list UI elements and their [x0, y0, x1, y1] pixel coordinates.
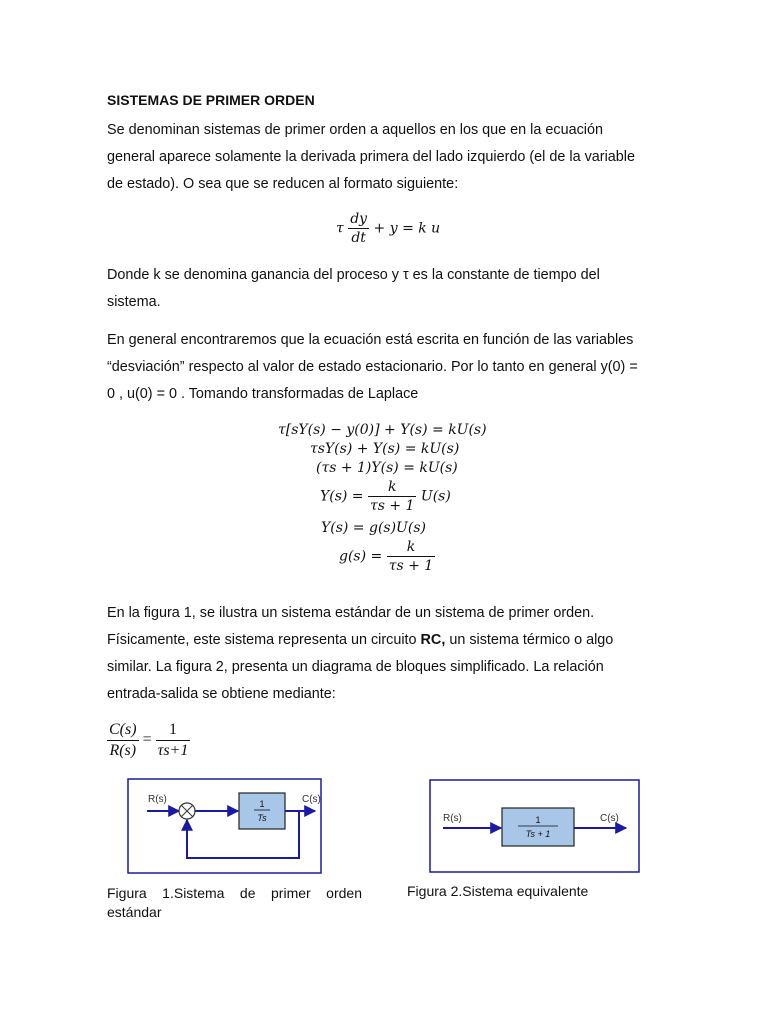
figure-1-input-label: R(s) [148, 794, 167, 805]
gain-paragraph [107, 262, 662, 316]
laplace-eq-4 [320, 480, 451, 513]
laplace-eq-4-lhs: Y(s) = [320, 488, 364, 505]
laplace-eq-3: (τs + 1)Y(s) = kU(s) [316, 460, 458, 476]
laplace-eq-4-rhs: U(s) [420, 488, 451, 505]
figure-paragraph [107, 600, 662, 708]
laplace-line-3: 0 , u(0) = 0 . Tomando transformadas de Laplace [107, 386, 419, 402]
figure-2-block [502, 808, 574, 846]
tf-right-fraction [156, 722, 191, 759]
tf-left-den: R(s) [109, 742, 137, 759]
laplace-eq-1: τ[sY(s) − y(0)] + Y(s) = kU(s) [278, 422, 487, 438]
figure-1-caption [107, 884, 362, 922]
intro-line-2: general aparece solamente la derivada primera del lado izquierdo (el de la variable [107, 149, 635, 165]
laplace-line-1: En general encontraremos que la ecuación está escrita en función de las variables [107, 332, 634, 348]
gain-line-2: sistema. [107, 294, 161, 310]
first-order-equation [336, 212, 440, 245]
figure-2-block-den: Ts + 1 [525, 829, 551, 839]
rc-highlight: RC, [420, 632, 446, 648]
figure-1-block-num: 1 [259, 799, 265, 809]
eq1-fraction [348, 212, 369, 245]
eq1-denominator: dt [351, 230, 366, 246]
tf-right-num: 1 [156, 722, 191, 741]
figure-line-4: entrada-salida se obtiene mediante: [107, 686, 336, 702]
page-title: SISTEMAS DE PRIMER ORDEN [107, 92, 315, 108]
laplace-eq-6 [339, 540, 435, 573]
figure-1-caption-line-1: Figura 1.Sistema de primer orden [107, 885, 362, 901]
figure-1-output-label: C(s) [302, 794, 321, 805]
transfer-function [107, 722, 190, 759]
eq1-tau: τ [336, 220, 344, 237]
laplace-eq-4-fraction [368, 480, 416, 513]
laplace-derivation [250, 422, 520, 582]
eq1-rest: + y = k u [373, 220, 441, 237]
figure-2-diagram [429, 779, 640, 873]
tf-right-den: τs+1 [157, 742, 189, 759]
intro-line-3: de estado). O sea que se reducen al formato siguiente: [107, 176, 459, 192]
laplace-eq-6-num: k [387, 540, 435, 557]
laplace-line-2: “desviación” respecto al valor de estado estacionario. Por lo tanto en general y(0) = [107, 359, 638, 375]
figure-2-block-num: 1 [535, 815, 541, 825]
laplace-eq-6-lhs: g(s) = [339, 548, 383, 565]
figure-line-2 [107, 627, 662, 654]
laplace-eq-2: τsY(s) + Y(s) = kU(s) [310, 441, 460, 457]
figure-1-block-den: Ts [257, 813, 267, 823]
figure-2-input-label: R(s) [443, 813, 462, 824]
intro-paragraph [107, 117, 662, 198]
figure-line-3: similar. La figura 2, presenta un diagrama de bloques simplificado. La relación [107, 659, 604, 675]
figure-1-diagram [127, 778, 322, 874]
eq1-numerator: dy [350, 211, 368, 227]
figure-2-caption: Figura 2.Sistema equivalente [407, 883, 589, 899]
gain-line-1: Donde k se denomina ganancia del proceso y τ es la constante de tiempo del [107, 267, 600, 283]
laplace-eq-6-fraction [387, 540, 435, 573]
intro-line-1: Se denominan sistemas de primer orden a aquellos en los que en la ecuación [107, 122, 603, 138]
tf-left-fraction [107, 722, 139, 759]
figure-line-2c: un sistema térmico o algo [445, 632, 614, 648]
figure-2-output-label: C(s) [600, 813, 619, 824]
figure-line-2a: Físicamente, este sistema representa un circuito [107, 632, 421, 648]
tf-equals: = [142, 731, 152, 749]
laplace-eq-5: Y(s) = g(s)U(s) [321, 520, 426, 536]
laplace-eq-4-den: τs + 1 [369, 498, 415, 514]
laplace-eq-6-den: τs + 1 [388, 558, 434, 574]
laplace-eq-4-num: k [368, 480, 416, 497]
figure-1-caption-line-2: estándar [107, 904, 162, 920]
figure-line-1: En la figura 1, se ilustra un sistema estándar de un sistema de primer orden. [107, 605, 595, 621]
tf-left-num: C(s) [107, 722, 139, 741]
laplace-paragraph [107, 327, 662, 408]
